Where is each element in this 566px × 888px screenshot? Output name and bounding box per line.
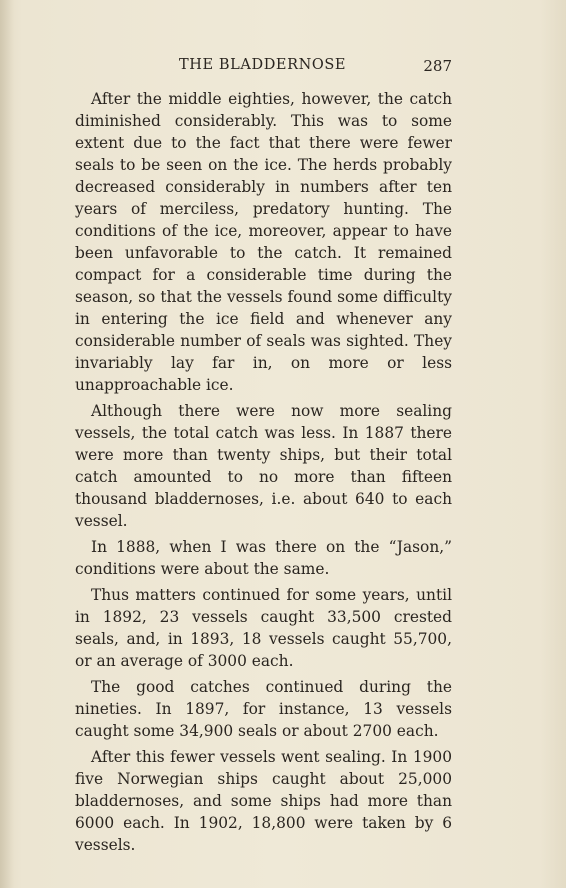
paragraph: Thus matters continued for some years, until in 1892, 23 vessels caught 33,500 crested seals, and, in 1893, 18 vessels caught 55,700, or an average of 3000 each. [75, 586, 452, 670]
paragraph: The good catches continued during the nineties. In 1897, for instance, 13 vessels caught some 34,900 seals or about 2700 each. [75, 678, 452, 740]
page-header [75, 57, 452, 79]
page-number: 287 [423, 57, 452, 75]
running-title: THE BLADDERNOSE [179, 57, 347, 73]
spine-shadow [0, 0, 14, 888]
body-text [75, 88, 452, 860]
paragraph: In 1888, when I was there on the “Jason,” conditions were about the same. [75, 538, 452, 578]
paragraph: After the middle eighties, however, the catch diminished considerably. This was to some extent due to the fact that there were fewer seals to be seen on the ice. The herds probably decreased considerably in numbers after ten years of merciless, predatory hunting. The conditions of the ice, moreover, appear to have been unfavorable to the catch. It remained compact for a considerable time during the season, so that the vessels found some difficulty in entering the ice field and whenever any considerable number of seals was sighted. They invariably lay far in, on more or less unapproachable ice. [75, 90, 452, 394]
paragraph: After this fewer vessels went sealing. In 1900 five Norwegian ships caught about 25,000 bladdernoses, and some ships had more than 6000 each. In 1902, 18,800 were taken by 6 vessels. [75, 748, 452, 854]
paragraph: Although there were now more sealing vessels, the total catch was less. In 1887 there were more than twenty ships, but their total catch amounted to no more than fifteen thousand bladdernoses, i.e. about 640 to each vessel. [75, 402, 452, 530]
